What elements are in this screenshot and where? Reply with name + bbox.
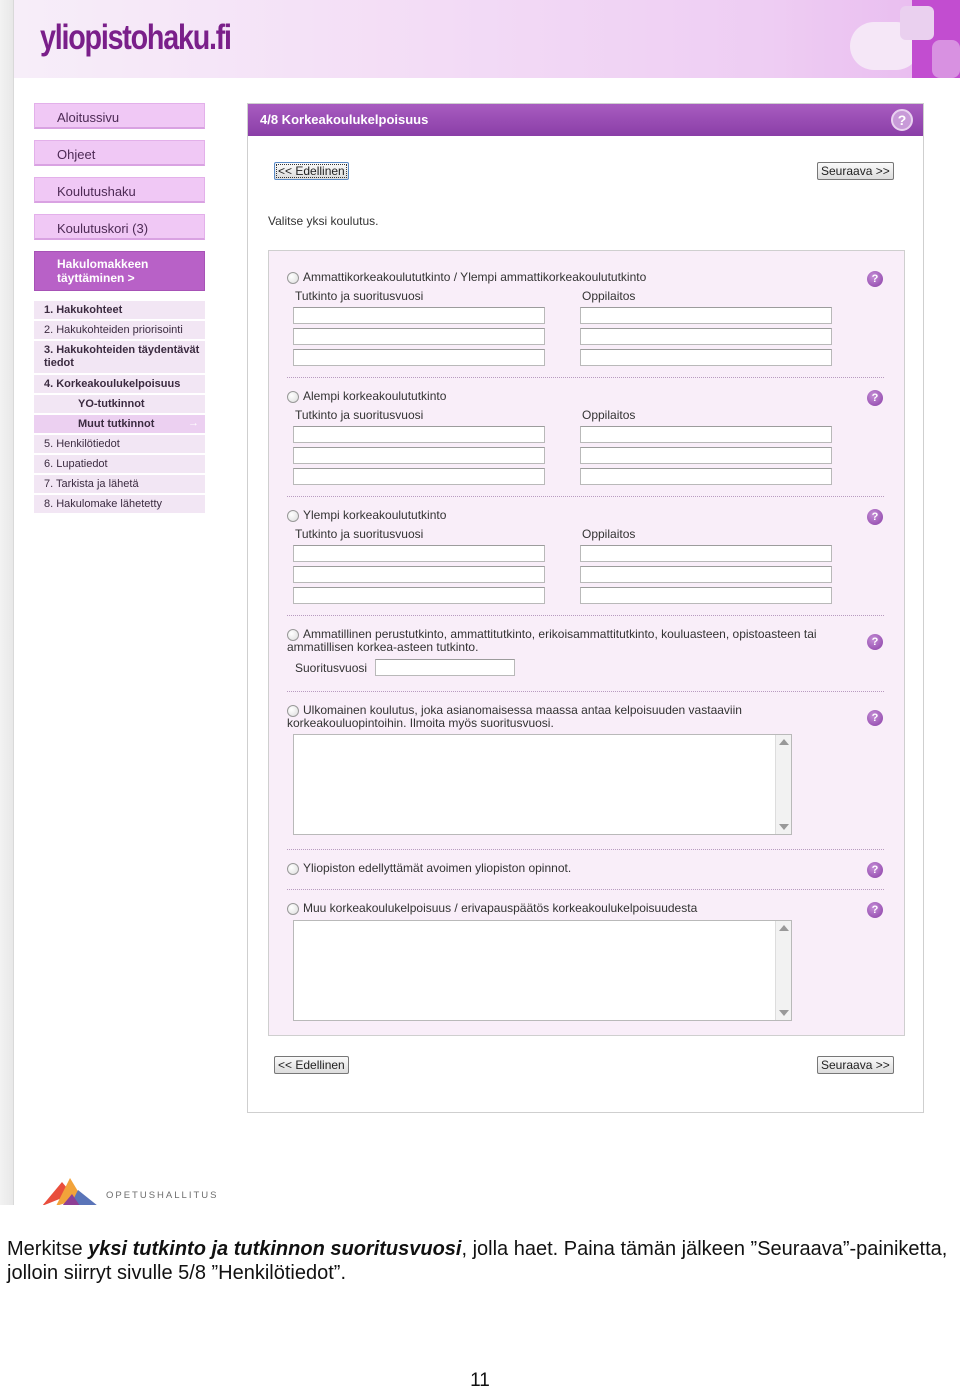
next-button-top[interactable]: Seuraava >> — [817, 162, 894, 180]
help-icon[interactable]: ? — [867, 509, 883, 525]
option-avoin — [287, 862, 884, 882]
step-tarkista[interactable]: 7. Tarkista ja lähetä — [34, 475, 205, 494]
divider — [287, 496, 884, 497]
divider — [287, 615, 884, 616]
option-label: Muu korkeakoulukelpoisuus / erivapauspäätös korkeakoulukelpoisuudesta — [303, 901, 698, 915]
instruction-text: Valitse yksi koulutus. — [268, 214, 379, 228]
scroll-down-icon[interactable] — [779, 1010, 789, 1016]
institution-field[interactable] — [580, 447, 832, 464]
option-label: Yliopiston edellyttämät avoimen yliopiston opinnot. — [303, 861, 572, 875]
degree-column-label: Tutkinto ja suoritusvuosi — [295, 408, 424, 422]
institution-column-label: Oppilaitos — [582, 408, 636, 422]
help-icon[interactable]: ? — [867, 902, 883, 918]
prev-button-bottom[interactable]: << Edellinen — [274, 1056, 349, 1074]
next-button-bottom[interactable]: Seuraava >> — [817, 1056, 894, 1074]
option-label: Ammatillinen perustutkinto, ammattitutkinto, erikoisammattitutkinto, kouluasteen, opistoasteen tai ammatillisen korkea-asteen tutkinto. — [287, 627, 817, 654]
institution-field[interactable] — [580, 307, 832, 324]
arrow-right-icon: → — [188, 417, 199, 429]
option-muu — [287, 902, 884, 1027]
degree-field[interactable] — [293, 587, 545, 604]
step-korkeakoulukelpoisuus[interactable]: 4. Korkeakoulukelpoisuus — [34, 375, 205, 394]
scroll-up-icon[interactable] — [779, 739, 789, 745]
institution-column-label: Oppilaitos — [582, 527, 636, 541]
divider — [287, 849, 884, 850]
radio-amk[interactable] — [287, 272, 299, 284]
year-field[interactable] — [375, 659, 515, 676]
scroll-up-icon[interactable] — [779, 925, 789, 931]
prev-button-top[interactable]: << Edellinen — [274, 162, 349, 180]
help-icon[interactable]: ? — [867, 271, 883, 287]
option-ammatillinen — [287, 628, 884, 678]
nav-ohjeet[interactable]: Ohjeet — [34, 140, 205, 166]
degree-field[interactable] — [293, 447, 545, 464]
degree-field[interactable] — [293, 426, 545, 443]
other-eligibility-textarea[interactable] — [293, 920, 792, 1021]
step-muut-tutkinnot-label: Muut tutkinnot — [78, 418, 155, 430]
textarea-scrollbar[interactable] — [775, 921, 791, 1020]
foreign-education-textarea[interactable] — [293, 734, 792, 835]
degree-column-label: Tutkinto ja suoritusvuosi — [295, 527, 424, 541]
degree-field[interactable] — [293, 349, 545, 366]
opetushallitus-logo-text: OPETUSHALLITUS — [106, 1190, 219, 1201]
divider — [287, 889, 884, 890]
radio-avoin[interactable] — [287, 863, 299, 875]
nav-hakulomake-active[interactable]: Hakulomakkeen täyttäminen > — [34, 251, 205, 291]
site-logo[interactable]: yliopistohaku.fi — [40, 18, 231, 57]
help-icon[interactable]: ? — [867, 634, 883, 650]
help-icon[interactable]: ? — [891, 109, 913, 131]
degree-field[interactable] — [293, 566, 545, 583]
option-label: Ylempi korkeakoulututkinto — [303, 508, 447, 522]
textarea-scrollbar[interactable] — [775, 735, 791, 834]
institution-field[interactable] — [580, 349, 832, 366]
institution-field[interactable] — [580, 566, 832, 583]
option-ylempi — [287, 509, 884, 609]
institution-column-label: Oppilaitos — [582, 289, 636, 303]
help-icon[interactable]: ? — [867, 862, 883, 878]
nav-koulutuskori[interactable]: Koulutuskori (3) — [34, 214, 205, 240]
option-amk — [287, 271, 884, 371]
degree-field[interactable] — [293, 468, 545, 485]
institution-field[interactable] — [580, 587, 832, 604]
radio-alempi[interactable] — [287, 391, 299, 403]
degree-field[interactable] — [293, 545, 545, 562]
form-panel — [247, 103, 924, 1113]
institution-field[interactable] — [580, 426, 832, 443]
step-muut-tutkinnot[interactable] — [34, 415, 205, 434]
radio-ylempi[interactable] — [287, 510, 299, 522]
nav-aloitussivu[interactable]: Aloitussivu — [34, 103, 205, 129]
option-ulkomainen — [287, 704, 884, 844]
divider — [287, 691, 884, 692]
header-decoration-icon — [850, 0, 960, 78]
site-header — [14, 0, 960, 78]
degree-field[interactable] — [293, 328, 545, 345]
instruction-caption — [7, 1237, 953, 1285]
step-henkilotiedot[interactable]: 5. Henkilötiedot — [34, 435, 205, 454]
option-label: Ulkomainen koulutus, joka asianomaisessa maassa antaa kelpoisuuden vastaaviin korkeakouluopintoihin. Ilmoita myös suoritusvuosi. — [287, 703, 742, 730]
education-options — [268, 250, 905, 1036]
panel-title-bar — [248, 104, 923, 136]
step-lahetetty[interactable]: 8. Hakulomake lähetetty — [34, 495, 205, 514]
help-icon[interactable]: ? — [867, 390, 883, 406]
year-field-label: Suoritusvuosi — [295, 661, 368, 675]
help-icon[interactable]: ? — [867, 710, 883, 726]
opetushallitus-logo — [42, 1176, 222, 1205]
nav-koulutushaku[interactable]: Koulutushaku — [34, 177, 205, 203]
step-priorisointi[interactable]: 2. Hakukohteiden priorisointi — [34, 321, 205, 340]
institution-field[interactable] — [580, 468, 832, 485]
institution-field[interactable] — [580, 328, 832, 345]
caption-emphasis: yksi tutkinto ja tutkinnon suoritusvuosi — [88, 1238, 462, 1260]
option-alempi — [287, 390, 884, 490]
step-lupatiedot[interactable]: 6. Lupatiedot — [34, 455, 205, 474]
radio-muu[interactable] — [287, 903, 299, 915]
institution-field[interactable] — [580, 545, 832, 562]
panel-title: 4/8 Korkeakoulukelpoisuus — [260, 112, 429, 127]
caption-text: Merkitse — [7, 1238, 89, 1260]
divider — [287, 377, 884, 378]
window-edge — [0, 0, 14, 1205]
scroll-down-icon[interactable] — [779, 824, 789, 830]
opetushallitus-logo-mark-icon — [42, 1176, 98, 1205]
option-label: Ammattikorkeakoulututkinto / Ylempi ammattikorkeakoulututkinto — [303, 270, 647, 284]
step-hakukohteet[interactable]: 1. Hakukohteet — [34, 301, 205, 320]
degree-field[interactable] — [293, 307, 545, 324]
caption-text: , jolla haet. Paina tämän jälkeen ”Seuraava”-painiketta, jolloin siirryt sivulle 5/8 ”Henkilötiedot”. — [7, 1238, 948, 1284]
step-yo-tutkinnot[interactable]: YO-tutkinnot — [34, 395, 205, 414]
option-label: Alempi korkeakoulututkinto — [303, 389, 447, 403]
page-number: 11 — [470, 1370, 490, 1390]
degree-column-label: Tutkinto ja suoritusvuosi — [295, 289, 424, 303]
step-taydentavat-tiedot[interactable]: 3. Hakukohteiden täydentävät tiedot — [34, 341, 205, 374]
